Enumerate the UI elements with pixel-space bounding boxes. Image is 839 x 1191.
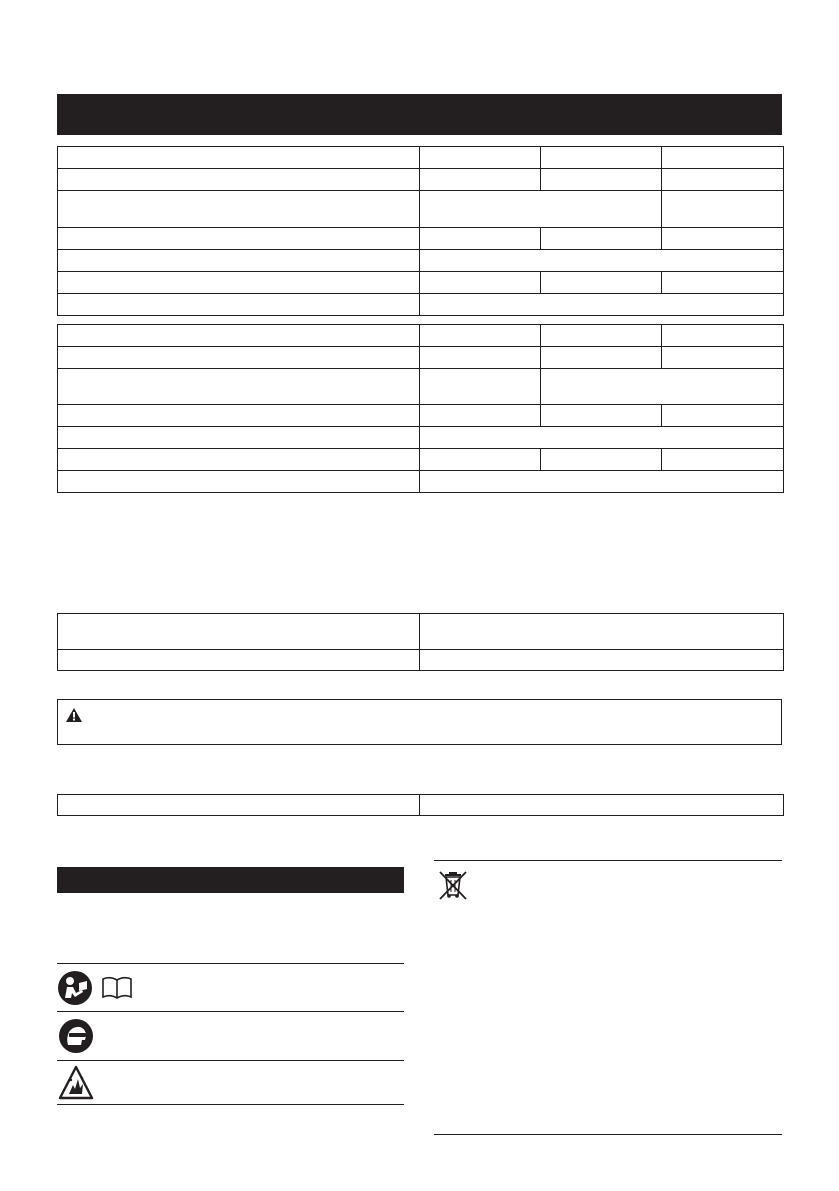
symbol-row-eye-protection (57, 1012, 404, 1058)
thrown-objects-icon (58, 1065, 94, 1101)
table-cell (420, 169, 541, 191)
table-cell (420, 250, 784, 272)
table-cell (58, 614, 420, 650)
section-header-bar (57, 94, 782, 135)
table-cell (58, 272, 420, 294)
warning-box (57, 699, 782, 745)
table-row (58, 347, 784, 369)
warning-triangle-icon (66, 708, 82, 722)
symbols-section-header (57, 867, 404, 893)
crossed-bin-icon (438, 869, 468, 901)
table-row (58, 169, 784, 191)
table-cell (58, 228, 420, 250)
table-cell (420, 795, 784, 816)
table-cell (662, 272, 784, 294)
table-cell (58, 449, 420, 471)
table-cell (541, 228, 662, 250)
table-row (58, 427, 784, 449)
table-cell (662, 347, 784, 369)
table-cell (58, 795, 420, 816)
table-row (58, 650, 784, 671)
table-cell (420, 449, 541, 471)
table-cell (420, 272, 541, 294)
table-cell (541, 169, 662, 191)
table-cell (662, 449, 784, 471)
specification-table-1 (57, 146, 784, 316)
eye-protection-icon (58, 1018, 94, 1054)
table-cell (58, 650, 420, 671)
table-cell (58, 347, 420, 369)
table-cell (58, 325, 420, 347)
table-cell (420, 191, 662, 228)
divider (57, 1104, 404, 1105)
table-row (58, 405, 784, 427)
table-cell (58, 250, 420, 272)
table-cell (662, 405, 784, 427)
table-cell (662, 191, 784, 228)
table-row (58, 272, 784, 294)
table-cell (541, 325, 662, 347)
table-cell (58, 169, 420, 191)
table-cell (58, 147, 420, 169)
table-cell (420, 471, 784, 493)
table-row (58, 449, 784, 471)
table-cell (420, 427, 784, 449)
table-cell (58, 427, 420, 449)
specification-table-3 (57, 613, 784, 671)
table-cell (420, 347, 541, 369)
table-row (58, 147, 784, 169)
table-cell (420, 614, 784, 650)
table-cell (58, 294, 420, 316)
table-cell (541, 347, 662, 369)
table-cell (662, 147, 784, 169)
read-manual-icon (58, 970, 134, 1006)
table-row (58, 294, 784, 316)
table-row (58, 369, 784, 405)
specification-table-4 (57, 794, 784, 816)
table-cell (420, 294, 784, 316)
table-cell (541, 449, 662, 471)
table-cell (58, 191, 420, 228)
table-cell (420, 650, 784, 671)
symbol-row-thrown-objects (57, 1061, 404, 1107)
table-cell (662, 228, 784, 250)
table-cell (58, 471, 420, 493)
table-cell (420, 147, 541, 169)
table-row (58, 250, 784, 272)
table-row (58, 795, 784, 816)
table-cell (662, 169, 784, 191)
table-cell (541, 272, 662, 294)
divider (434, 1134, 782, 1135)
table-row (58, 228, 784, 250)
divider (434, 860, 782, 861)
table-cell (420, 228, 541, 250)
table-cell (420, 369, 541, 405)
table-row (58, 325, 784, 347)
table-cell (662, 325, 784, 347)
table-cell (58, 369, 420, 405)
table-cell (541, 369, 784, 405)
table-row (58, 614, 784, 650)
symbol-row-read-manual (57, 964, 404, 1010)
table-row (58, 471, 784, 493)
table-cell (58, 405, 420, 427)
table-cell (420, 405, 541, 427)
table-cell (541, 147, 662, 169)
table-row (58, 191, 784, 228)
table-cell (541, 405, 662, 427)
table-cell (420, 325, 541, 347)
specification-table-2 (57, 324, 784, 493)
